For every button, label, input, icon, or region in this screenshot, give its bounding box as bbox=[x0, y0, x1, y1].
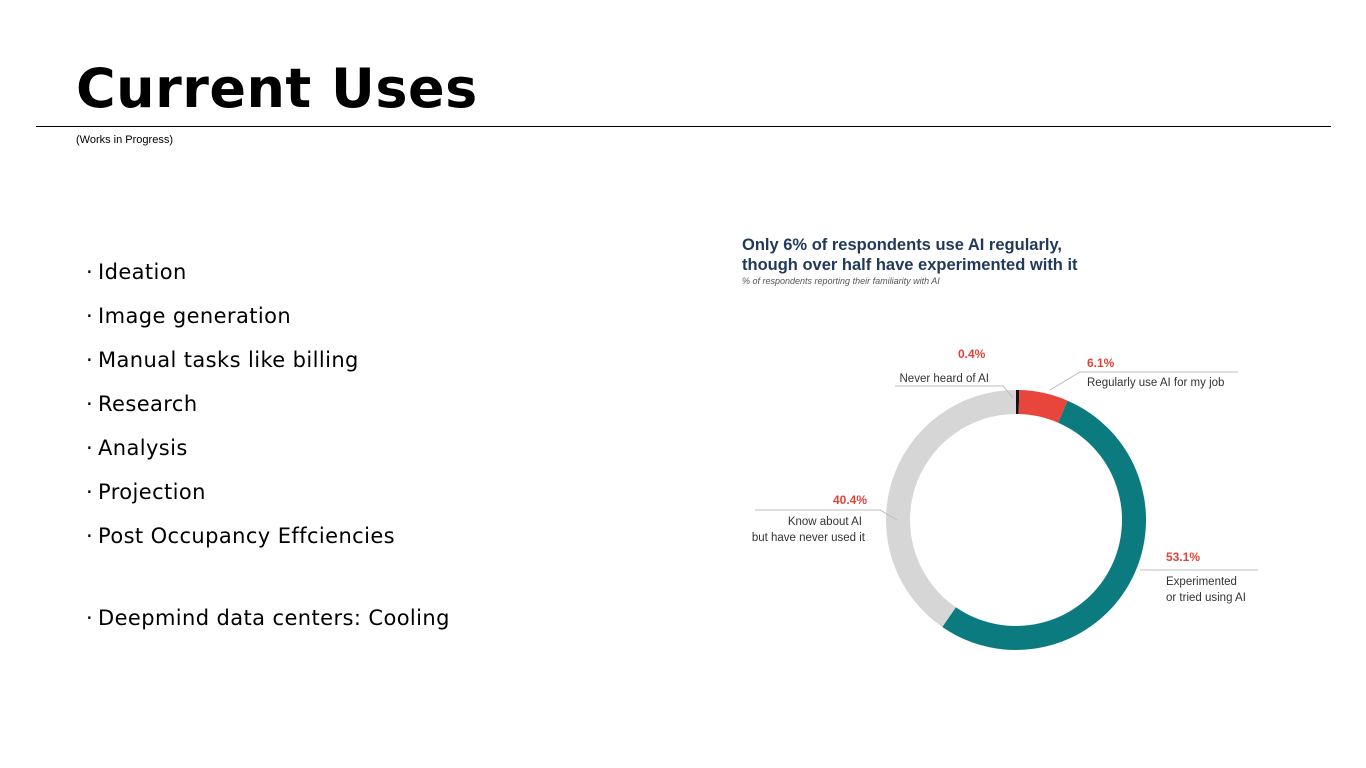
slice-category-label: Know about AI bbox=[787, 516, 862, 528]
bullet-dot: · bbox=[86, 260, 94, 284]
bullet-dot: · bbox=[86, 524, 94, 548]
bullet-dot: · bbox=[86, 436, 94, 460]
bullet-text: Deepmind data centers: Cooling bbox=[98, 606, 450, 630]
chart-subtitle: % of respondents reporting their familiarity with AI bbox=[742, 276, 940, 286]
slice-category-label: Experimented bbox=[1166, 576, 1237, 588]
slice-value-label: 0.4% bbox=[958, 347, 986, 361]
bullet-text: Image generation bbox=[98, 304, 292, 328]
donut-slice bbox=[1019, 402, 1063, 412]
bullet-text: Manual tasks like billing bbox=[98, 348, 359, 372]
slice-category-label: Never heard of AI bbox=[899, 373, 989, 385]
bullet-text: Research bbox=[98, 392, 198, 416]
slice-category-label: Regularly use AI for my job bbox=[1087, 377, 1225, 389]
bullet-dot: · bbox=[86, 392, 94, 416]
slice-category-label: or tried using AI bbox=[1166, 592, 1246, 604]
bullet-text: Analysis bbox=[98, 436, 188, 460]
bullet-dot: · bbox=[86, 480, 94, 504]
slice-value-label: 6.1% bbox=[1087, 356, 1115, 370]
donut-slice bbox=[898, 402, 1016, 617]
slice-value-label: 40.4% bbox=[832, 493, 867, 507]
slice-value-label: 53.1% bbox=[1166, 550, 1201, 564]
donut-slice bbox=[949, 412, 1134, 638]
bullet-dot: · bbox=[86, 348, 94, 372]
bullet-text: Ideation bbox=[98, 260, 187, 284]
chart-title-line: though over half have experimented with it bbox=[742, 256, 1078, 274]
bullet-dot: · bbox=[86, 304, 94, 328]
slide-subtitle: (Works in Progress) bbox=[76, 134, 173, 146]
bullet-text: Post Occupancy Effciencies bbox=[98, 524, 396, 548]
bullet-dot: · bbox=[86, 606, 94, 630]
bullet-text: Projection bbox=[98, 480, 206, 504]
slide-title: Current Uses bbox=[76, 57, 478, 120]
slice-category-label: but have never used it bbox=[751, 532, 865, 544]
chart-title-line: Only 6% of respondents use AI regularly, bbox=[742, 236, 1062, 254]
